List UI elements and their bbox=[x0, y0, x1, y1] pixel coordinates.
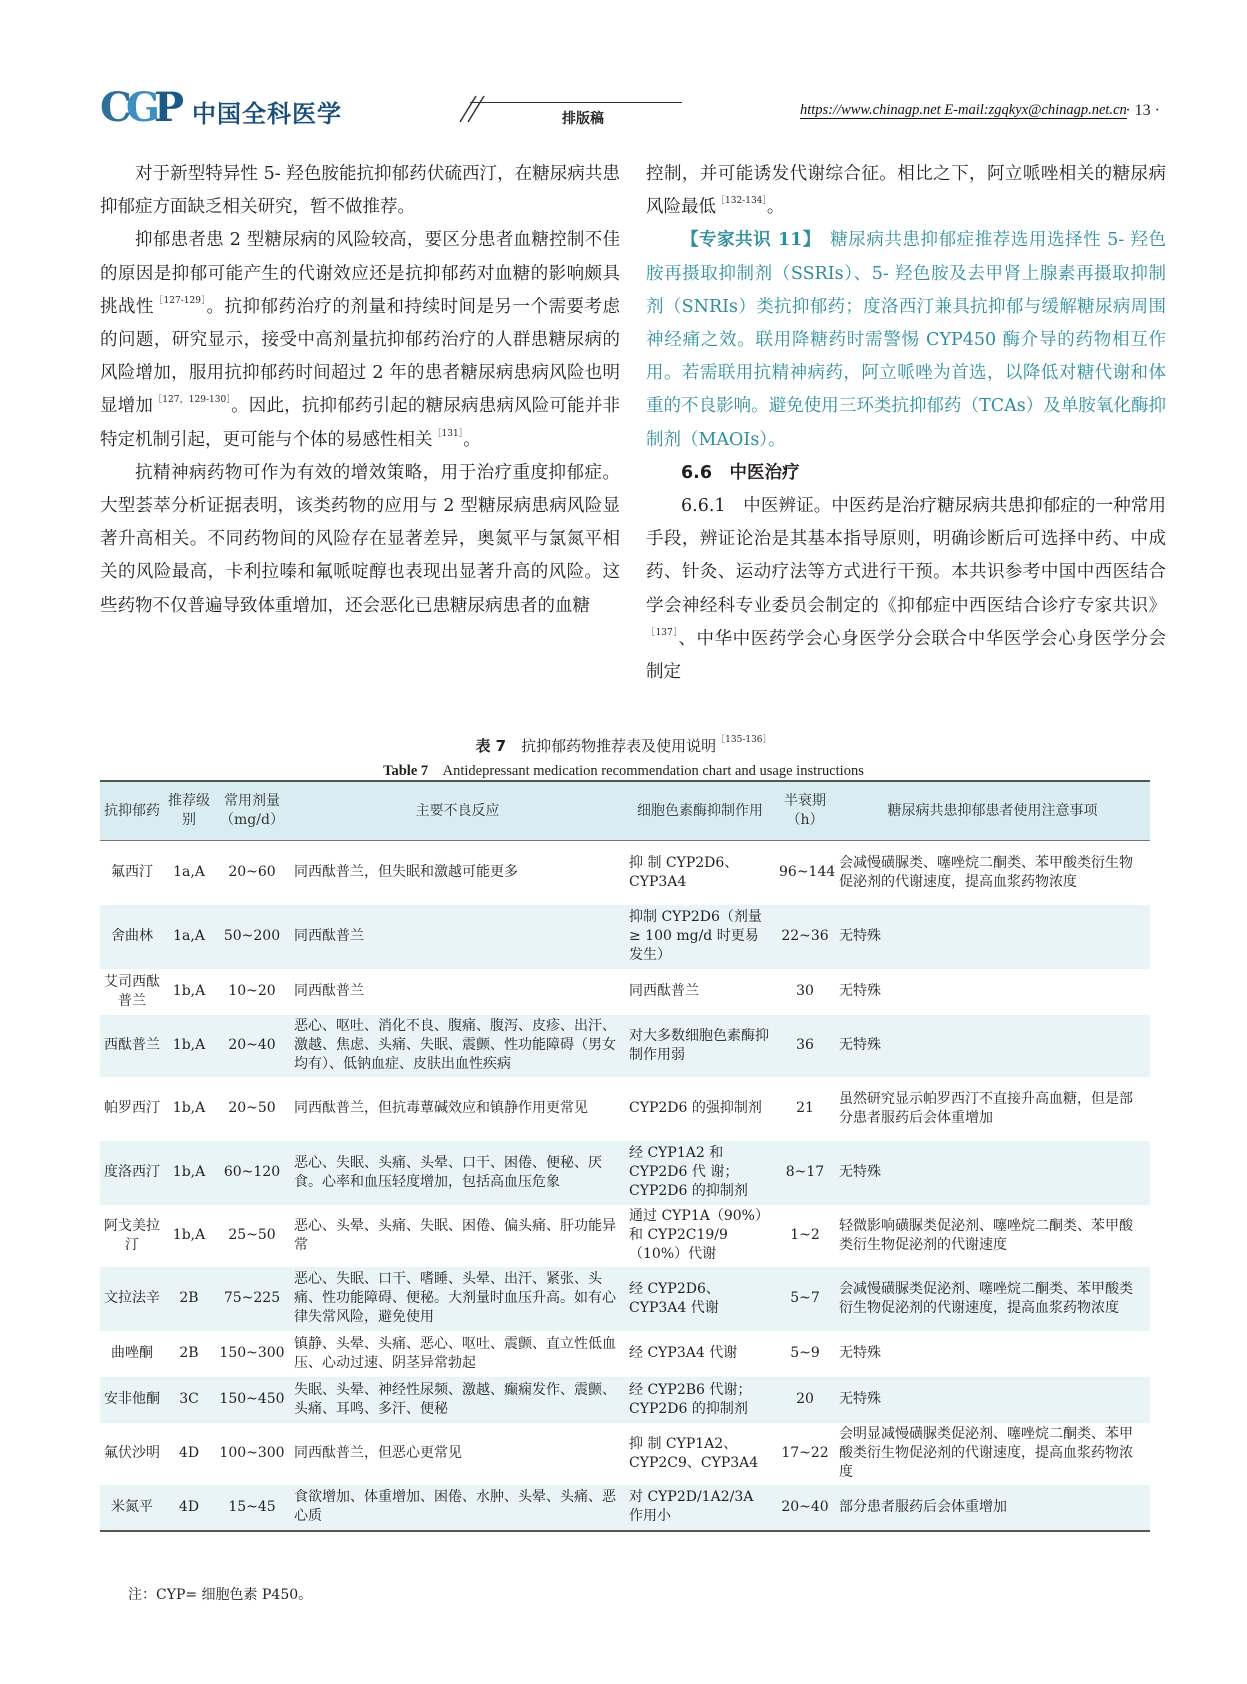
table-cell: 21 bbox=[796, 1100, 814, 1116]
section-heading: 6.6 中医治疗 bbox=[681, 462, 800, 483]
table-cell: 轻微影响磺脲类促泌剂、噻唑烷二酮类、苯甲酸类衍生物促泌剂的代谢速度 bbox=[839, 1217, 1133, 1253]
table-cell: 失眠、头晕、神经性尿频、激越、癫痫发作、震颤、头痛、耳鸣、多汗、便秘 bbox=[290, 1377, 625, 1423]
table-cell: CYP2D6 的强抑制剂 bbox=[629, 1100, 762, 1116]
table-cell: 1~2 bbox=[790, 1227, 820, 1243]
site-info[interactable] bbox=[800, 102, 1127, 119]
caption-label: Table 7 bbox=[383, 763, 429, 779]
table-cell: 艾司西酞普兰 bbox=[104, 973, 160, 1009]
table-cell: 25~50 bbox=[228, 1227, 276, 1243]
table-cell: 150~300 bbox=[219, 1345, 285, 1361]
table-cell: 同西酞普兰，但失眠和激越可能更多 bbox=[294, 864, 518, 881]
text-run: 6.6.1 中医辨证。中医药是治疗糖尿病共患抑郁症的一种常用手段，辨证论治是其基本指导原则，明确诊断后可选择中药、中成药、针灸、运动疗法等方式进行干预。本共识参考中国中西医结合学会神经科专业委员会制定的《抑郁症中西医结合诊疗专家共识》 bbox=[646, 496, 1166, 616]
table-cell: 经 CYP3A4 代谢 bbox=[629, 1345, 738, 1361]
table-caption-cn bbox=[0, 735, 1247, 756]
table-cell: 22~36 bbox=[775, 905, 835, 969]
table-cell: 无特殊 bbox=[839, 1345, 881, 1361]
table-cell: 无特殊 bbox=[835, 905, 1150, 969]
page-number: · 13 · bbox=[1125, 102, 1160, 119]
table-cell: 17~22 bbox=[781, 1445, 829, 1461]
table-cell: 食欲增加、体重增加、困倦、水肿、头晕、头痛、恶心质 bbox=[290, 1485, 625, 1531]
table-caption-en bbox=[0, 759, 1247, 780]
expert-consensus bbox=[646, 224, 1166, 456]
table-cell: 抑 制 CYP2D6、CYP3A4 bbox=[629, 854, 739, 890]
table-body bbox=[100, 841, 1150, 1531]
table-cell: 对 CYP2D/1A2/3A 作用小 bbox=[625, 1485, 775, 1531]
table-row bbox=[100, 1015, 1150, 1077]
left-column bbox=[100, 158, 620, 623]
table-cell: 1a,A bbox=[173, 864, 205, 881]
table-cell: 1b,A bbox=[164, 1141, 214, 1205]
text-run: 。 bbox=[463, 429, 481, 450]
table-cell: 虽然研究显示帕罗西汀不直接升高血糖，但是部分患者服药后会体重增加 bbox=[839, 1090, 1133, 1126]
table-row bbox=[100, 841, 1150, 905]
table-row bbox=[100, 1205, 1150, 1267]
header-rule bbox=[470, 102, 682, 103]
table-cell: 2B bbox=[164, 1267, 214, 1331]
table-row bbox=[100, 1077, 1150, 1141]
table-cell: 30 bbox=[796, 983, 814, 999]
table-cell: 1a,A bbox=[164, 905, 214, 969]
text-run: 、中华中医药学会心身医学分会联合中华医学会心身医学分会制定 bbox=[646, 628, 1166, 683]
table-cell: 15~45 bbox=[214, 1485, 290, 1531]
table-cell: 恶心、呕吐、消化不良、腹痛、腹泻、皮疹、出汗、激越、焦虑、头痛、失眠、震颤、性功能障碍（男女均有）、低钠血症、皮肤出血性疾病 bbox=[290, 1015, 625, 1077]
table-cell: 20~40 bbox=[775, 1485, 835, 1531]
table-cell: 经 CYP1A2 和 CYP2D6 代 谢；CYP2D6 的抑制剂 bbox=[625, 1141, 775, 1205]
text-run: 抑郁患者患 2 型糖尿病的风险较高，要区分患者血糖控制不佳的原因是抑郁可能产生的代谢效应还是抗抑郁药对血糖的影响颇具挑战性 bbox=[100, 230, 620, 317]
paragraph bbox=[646, 158, 1166, 224]
table-cell: 度洛西汀 bbox=[100, 1141, 164, 1205]
table-cell: 恶心、失眠、口干、嗜睡、头晕、出汗、紧张、头痛、性功能障碍、便秘。大剂量时血压升高。如有心律失常风险，避免使用 bbox=[290, 1267, 625, 1331]
table-cell: 8~17 bbox=[775, 1141, 835, 1205]
table-cell: 氟西汀 bbox=[111, 864, 153, 881]
table-cell: 同西酞普兰 bbox=[629, 983, 699, 999]
paragraph bbox=[100, 224, 620, 456]
citation: ［132-134］ bbox=[716, 196, 767, 207]
table-cell: 同西酞普兰 bbox=[294, 983, 364, 999]
table-cell: 同西酞普兰，但恶心更常见 bbox=[294, 1445, 462, 1461]
table-cell: 无特殊 bbox=[835, 1015, 1150, 1077]
column-header: 主要不良反应 bbox=[290, 781, 625, 841]
table-cell: 文拉法辛 bbox=[100, 1267, 164, 1331]
table-cell: 恶心、头晕、头痛、失眠、困倦、偏头痛、肝功能异常 bbox=[294, 1217, 616, 1253]
caption-text: Antidepressant medication recommendation chart and usage instructions bbox=[442, 763, 864, 779]
table-cell: 20~60 bbox=[228, 864, 276, 881]
text-run: 。因此，抗抑郁药引起的糖尿病患病风险可能并非特定机制引起，更可能与个体的易感性相关 bbox=[100, 396, 621, 450]
column-header: 推荐级别 bbox=[164, 781, 214, 841]
table-cell: 舍曲林 bbox=[100, 905, 164, 969]
table-cell: 20 bbox=[775, 1377, 835, 1423]
table-cell: 氟伏沙明 bbox=[104, 1445, 160, 1461]
journal-logo: CGP bbox=[100, 84, 179, 131]
table-note: 注：CYP= 细胞色素 P450。 bbox=[128, 1587, 313, 1603]
table-cell: 36 bbox=[775, 1015, 835, 1077]
table-cell: 镇静、头晕、头痛、恶心、呕吐、震颤、直立性低血压、心动过速、阴茎异常勃起 bbox=[294, 1335, 616, 1371]
table-cell: 帕罗西汀 bbox=[104, 1100, 160, 1116]
table-cell: 100~300 bbox=[219, 1445, 285, 1461]
text-run: 。 bbox=[766, 197, 785, 218]
table-row bbox=[100, 969, 1150, 1015]
table-row bbox=[100, 1423, 1150, 1485]
table-cell: 60~120 bbox=[214, 1141, 290, 1205]
caption-text: 抗抑郁药物推荐表及使用说明 bbox=[521, 737, 717, 755]
table-cell: 无特殊 bbox=[835, 1377, 1150, 1423]
caption-label: 表 7 bbox=[475, 737, 507, 755]
draft-label: 排版稿 bbox=[562, 111, 604, 127]
citation: ［127-129］ bbox=[154, 295, 207, 306]
table-cell: 1b,A bbox=[164, 1015, 214, 1077]
antidepressant-table bbox=[100, 780, 1150, 1532]
table-cell: 1b,A bbox=[172, 983, 206, 999]
table-cell: 4D bbox=[164, 1485, 214, 1531]
column-header: 抗抑郁药 bbox=[100, 781, 164, 841]
table-cell: 20~50 bbox=[228, 1100, 276, 1116]
slash-decoration-icon bbox=[458, 92, 488, 124]
table-cell: 无特殊 bbox=[839, 983, 881, 999]
table-cell: 米氮平 bbox=[100, 1485, 164, 1531]
table-cell: 150~450 bbox=[214, 1377, 290, 1423]
table-cell: 抑制 CYP2D6（剂量≥ 100 mg/d 时更易发生） bbox=[625, 905, 775, 969]
text-run: 。抗抑郁药治疗的剂量和持续时间是另一个需要考虑的问题，研究显示，接受中高剂量抗抑郁药治疗的人群患糖尿病的风险增加，服用抗抑郁药时间超过 2 年的患者糖尿病患病风险也明显增加 bbox=[100, 296, 621, 417]
table-row bbox=[100, 1141, 1150, 1205]
table-header-row bbox=[100, 781, 1150, 841]
column-header: 半衰期（h） bbox=[775, 781, 835, 841]
consensus-text: 糖尿病共患抑郁症推荐选用选择性 5- 羟色胺再摄取抑制剂（SSRIs）、5- 羟色胺及去甲肾上腺素再摄取抑制剂（SNRIs）类抗抑郁药；度洛西汀兼具抗抑郁与缓解糖尿病周围神经痛之效。联用降糖药时需警惕 CYP450 酶介导的药物相互作用。若需联用抗精神病药，阿立哌唑为首选，以降低对糖代谢和体重的不良影响。避免使用三环类抗抑郁药（TCAs）及单胺氧化酶抑制剂（MAOIs）。 bbox=[646, 230, 1167, 450]
citation: ［127，129-130］ bbox=[153, 395, 232, 406]
table-cell: 10~20 bbox=[228, 983, 276, 999]
table-cell: 恶心、失眠、头痛、头晕、口干、困倦、便秘、厌食。心率和血压轻度增加，包括高血压危象 bbox=[290, 1141, 625, 1205]
table-cell: 西酞普兰 bbox=[100, 1015, 164, 1077]
citation: ［137］ bbox=[646, 627, 679, 638]
table-cell: 无特殊 bbox=[835, 1141, 1150, 1205]
site-link[interactable]: https://www.chinagp.net E-mail:zgqkyx@chinagp.net.cn bbox=[800, 102, 1127, 118]
table-cell: 20~40 bbox=[214, 1015, 290, 1077]
table-row bbox=[100, 1377, 1150, 1423]
paragraph: 抗精神病药物可作为有效的增效策略，用于治疗重度抑郁症。大型荟萃分析证据表明，该类药物的应用与 2 型糖尿病患病风险显著升高相关。不同药物间的风险存在显著差异，奥氮平与氯氮平相关的风险最高，卡利拉嗪和氟哌啶醇也表现出显著升高的风险。这些药物不仅普遍导致体重增加，还会恶化已患糖尿病患者的血糖 bbox=[100, 462, 620, 616]
table-cell: 抑 制 CYP1A2、CYP2C9、CYP3A4 bbox=[629, 1435, 759, 1471]
table-cell: 对大多数细胞色素酶抑制作用弱 bbox=[625, 1015, 775, 1077]
table-cell: 通过 CYP1A（90%）和 CYP2C19/9（10%）代谢 bbox=[629, 1208, 769, 1262]
table-cell: 部分患者服药后会体重增加 bbox=[835, 1485, 1150, 1531]
table-cell: 安非他酮 bbox=[100, 1377, 164, 1423]
column-header: 糖尿病共患抑郁患者使用注意事项 bbox=[835, 781, 1150, 841]
table-cell: 4D bbox=[178, 1445, 200, 1461]
table-cell: 96~144 bbox=[779, 864, 836, 881]
table-cell: 1b,A bbox=[172, 1100, 206, 1116]
table-row bbox=[100, 905, 1150, 969]
table-cell: 阿戈美拉汀 bbox=[104, 1217, 160, 1253]
table-cell: 75~225 bbox=[214, 1267, 290, 1331]
column-header: 细胞色素酶抑制作用 bbox=[625, 781, 775, 841]
table-cell: 2B bbox=[179, 1345, 199, 1361]
table-cell: 经 CYP2B6 代谢；CYP2D6 的抑制剂 bbox=[625, 1377, 775, 1423]
table-cell: 50~200 bbox=[214, 905, 290, 969]
right-column bbox=[646, 158, 1166, 689]
table-row bbox=[100, 1331, 1150, 1377]
table-cell: 曲唑酮 bbox=[111, 1345, 153, 1361]
table-row bbox=[100, 1485, 1150, 1531]
table-cell: 5~7 bbox=[775, 1267, 835, 1331]
citation: ［135-136］ bbox=[716, 735, 772, 745]
paragraph: 对于新型特异性 5- 羟色胺能抗抑郁药伏硫西汀，在糖尿病共患抑郁症方面缺乏相关研究，暂不做推荐。 bbox=[100, 164, 620, 218]
table-cell: 同西酞普兰，但抗毒蕈碱效应和镇静作用更常见 bbox=[294, 1100, 588, 1116]
table-cell: 3C bbox=[164, 1377, 214, 1423]
citation: ［131］ bbox=[432, 428, 464, 439]
table-cell: 会减慢磺脲类、噻唑烷二酮类、苯甲酸类衍生物促泌剂的代谢速度，提高血浆药物浓度 bbox=[839, 854, 1133, 890]
table-cell: 经 CYP2D6、CYP3A4 代谢 bbox=[625, 1267, 775, 1331]
table-cell: 同西酞普兰 bbox=[290, 905, 625, 969]
paragraph bbox=[646, 490, 1166, 689]
table-row bbox=[100, 1267, 1150, 1331]
table-cell: 5~9 bbox=[790, 1345, 820, 1361]
table-cell: 会明显减慢磺脲类促泌剂、噻唑烷二酮类、苯甲酸类衍生物促泌剂的代谢速度，提高血浆药物浓度 bbox=[839, 1426, 1133, 1480]
table-cell: 1b,A bbox=[172, 1227, 206, 1243]
text-run: 控制，并可能诱发代谢综合征。相比之下，阿立哌唑相关的糖尿病风险最低 bbox=[646, 164, 1166, 218]
journal-name: 中国全科医学 bbox=[192, 100, 342, 128]
column-header: 常用剂量（mg/d） bbox=[214, 781, 290, 841]
consensus-label: 【专家共识 11】 bbox=[681, 230, 813, 251]
page-header bbox=[100, 84, 1160, 131]
table-cell: 会减慢磺脲类促泌剂、噻唑烷二酮类、苯甲酸类衍生物促泌剂的代谢速度，提高血浆药物浓度 bbox=[835, 1267, 1150, 1331]
